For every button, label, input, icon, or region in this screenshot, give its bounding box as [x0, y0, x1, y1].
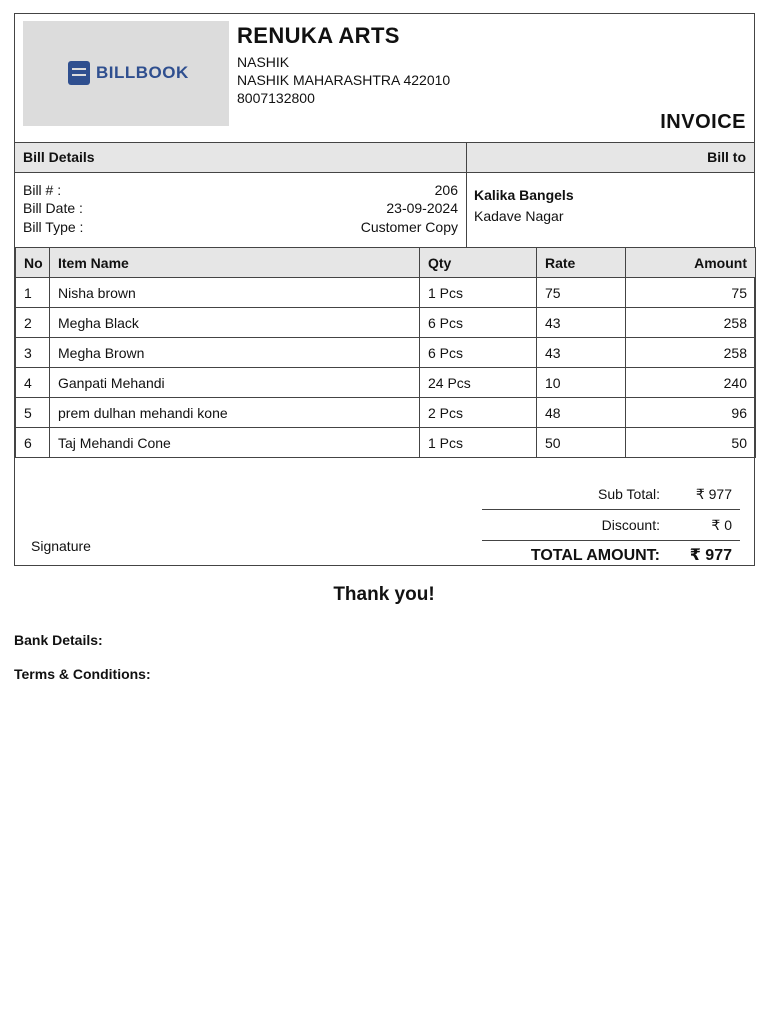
cell-amount: 240 — [626, 368, 756, 398]
cell-amount: 258 — [626, 338, 756, 368]
bill-type-label: Bill Type : — [23, 219, 84, 235]
discount-value: ₹ 0 — [711, 517, 732, 533]
table-header-row — [16, 248, 756, 278]
cell-no: 3 — [16, 338, 50, 368]
company-name: RENUKA ARTS — [237, 23, 400, 48]
cell-no: 4 — [16, 368, 50, 398]
invoice-sheet — [14, 13, 755, 566]
cell-qty: 24 Pcs — [420, 368, 537, 398]
table-row — [16, 428, 756, 458]
table-row — [16, 338, 756, 368]
table-row — [16, 398, 756, 428]
col-header-rate: Rate — [537, 248, 626, 278]
cell-item-name: Megha Brown — [50, 338, 420, 368]
cell-no: 2 — [16, 308, 50, 338]
bill-date-value: 23-09-2024 — [386, 200, 458, 216]
discount-label: Discount: — [601, 517, 660, 533]
cell-no: 5 — [16, 398, 50, 428]
bill-type-value: Customer Copy — [360, 219, 458, 235]
signature-label: Signature — [31, 538, 91, 554]
bill-meta — [15, 173, 467, 248]
cell-qty: 2 Pcs — [420, 398, 537, 428]
col-header-amount: Amount — [626, 248, 756, 278]
cell-qty: 1 Pcs — [420, 428, 537, 458]
cell-rate: 43 — [537, 338, 626, 368]
bill-number-row — [23, 182, 458, 200]
bill-number-label: Bill # : — [23, 182, 62, 198]
bill-details-heading: Bill Details — [15, 143, 467, 172]
total-value: ₹ 977 — [689, 547, 732, 564]
thank-you-text: Thank you! — [333, 584, 435, 605]
cell-amount: 50 — [626, 428, 756, 458]
customer-info — [474, 187, 574, 224]
cell-item-name: prem dulhan mehandi kone — [50, 398, 420, 428]
cell-item-name: Taj Mehandi Cone — [50, 428, 420, 458]
bill-date-label: Bill Date : — [23, 200, 83, 216]
cell-qty: 1 Pcs — [420, 278, 537, 308]
cell-item-name: Nisha brown — [50, 278, 420, 308]
cell-rate: 75 — [537, 278, 626, 308]
bill-type-row — [23, 219, 458, 237]
subtotal-label: Sub Total: — [597, 486, 660, 502]
cell-item-name: Ganpati Mehandi — [50, 368, 420, 398]
cell-no: 6 — [16, 428, 50, 458]
table-row — [16, 308, 756, 338]
company-city: NASHIK — [237, 54, 290, 70]
bill-date-row — [23, 200, 458, 218]
book-icon — [68, 61, 90, 85]
cell-qty: 6 Pcs — [420, 338, 537, 368]
company-phone: 8007132800 — [237, 90, 315, 106]
bank-details-label: Bank Details: — [14, 632, 103, 648]
customer-name: Kalika Bangels — [474, 187, 574, 203]
logo-area — [23, 21, 229, 126]
subtotal-value: ₹ 977 — [695, 486, 732, 502]
col-header-qty: Qty — [420, 248, 537, 278]
cell-rate: 43 — [537, 308, 626, 338]
bill-number-value: 206 — [434, 182, 458, 198]
subtotal-row — [482, 479, 740, 510]
discount-row — [482, 510, 740, 541]
cell-amount: 96 — [626, 398, 756, 428]
col-header-item-name: Item Name — [50, 248, 420, 278]
bill-to-heading: Bill to — [707, 149, 746, 165]
cell-no: 1 — [16, 278, 50, 308]
billbook-logo — [68, 61, 189, 85]
total-row — [482, 541, 740, 571]
cell-qty: 6 Pcs — [420, 308, 537, 338]
cell-rate: 50 — [537, 428, 626, 458]
company-address: NASHIK MAHARASHTRA 422010 — [237, 72, 451, 88]
table-row — [16, 368, 756, 398]
total-label: TOTAL AMOUNT: — [530, 547, 660, 564]
section-header-row — [15, 142, 754, 173]
cell-amount: 75 — [626, 278, 756, 308]
items-table — [15, 247, 756, 458]
col-header-no: No — [16, 248, 50, 278]
bill-details-section — [15, 173, 754, 248]
terms-conditions-label: Terms & Conditions: — [14, 666, 151, 682]
logo-text: BILLBOOK — [96, 63, 189, 82]
cell-amount: 258 — [626, 308, 756, 338]
company-info — [237, 23, 450, 107]
invoice-title: INVOICE — [660, 111, 746, 133]
cell-item-name: Megha Black — [50, 308, 420, 338]
table-row — [16, 278, 756, 308]
cell-rate: 48 — [537, 398, 626, 428]
cell-rate: 10 — [537, 368, 626, 398]
totals-block — [482, 479, 740, 571]
customer-address: Kadave Nagar — [474, 208, 564, 224]
